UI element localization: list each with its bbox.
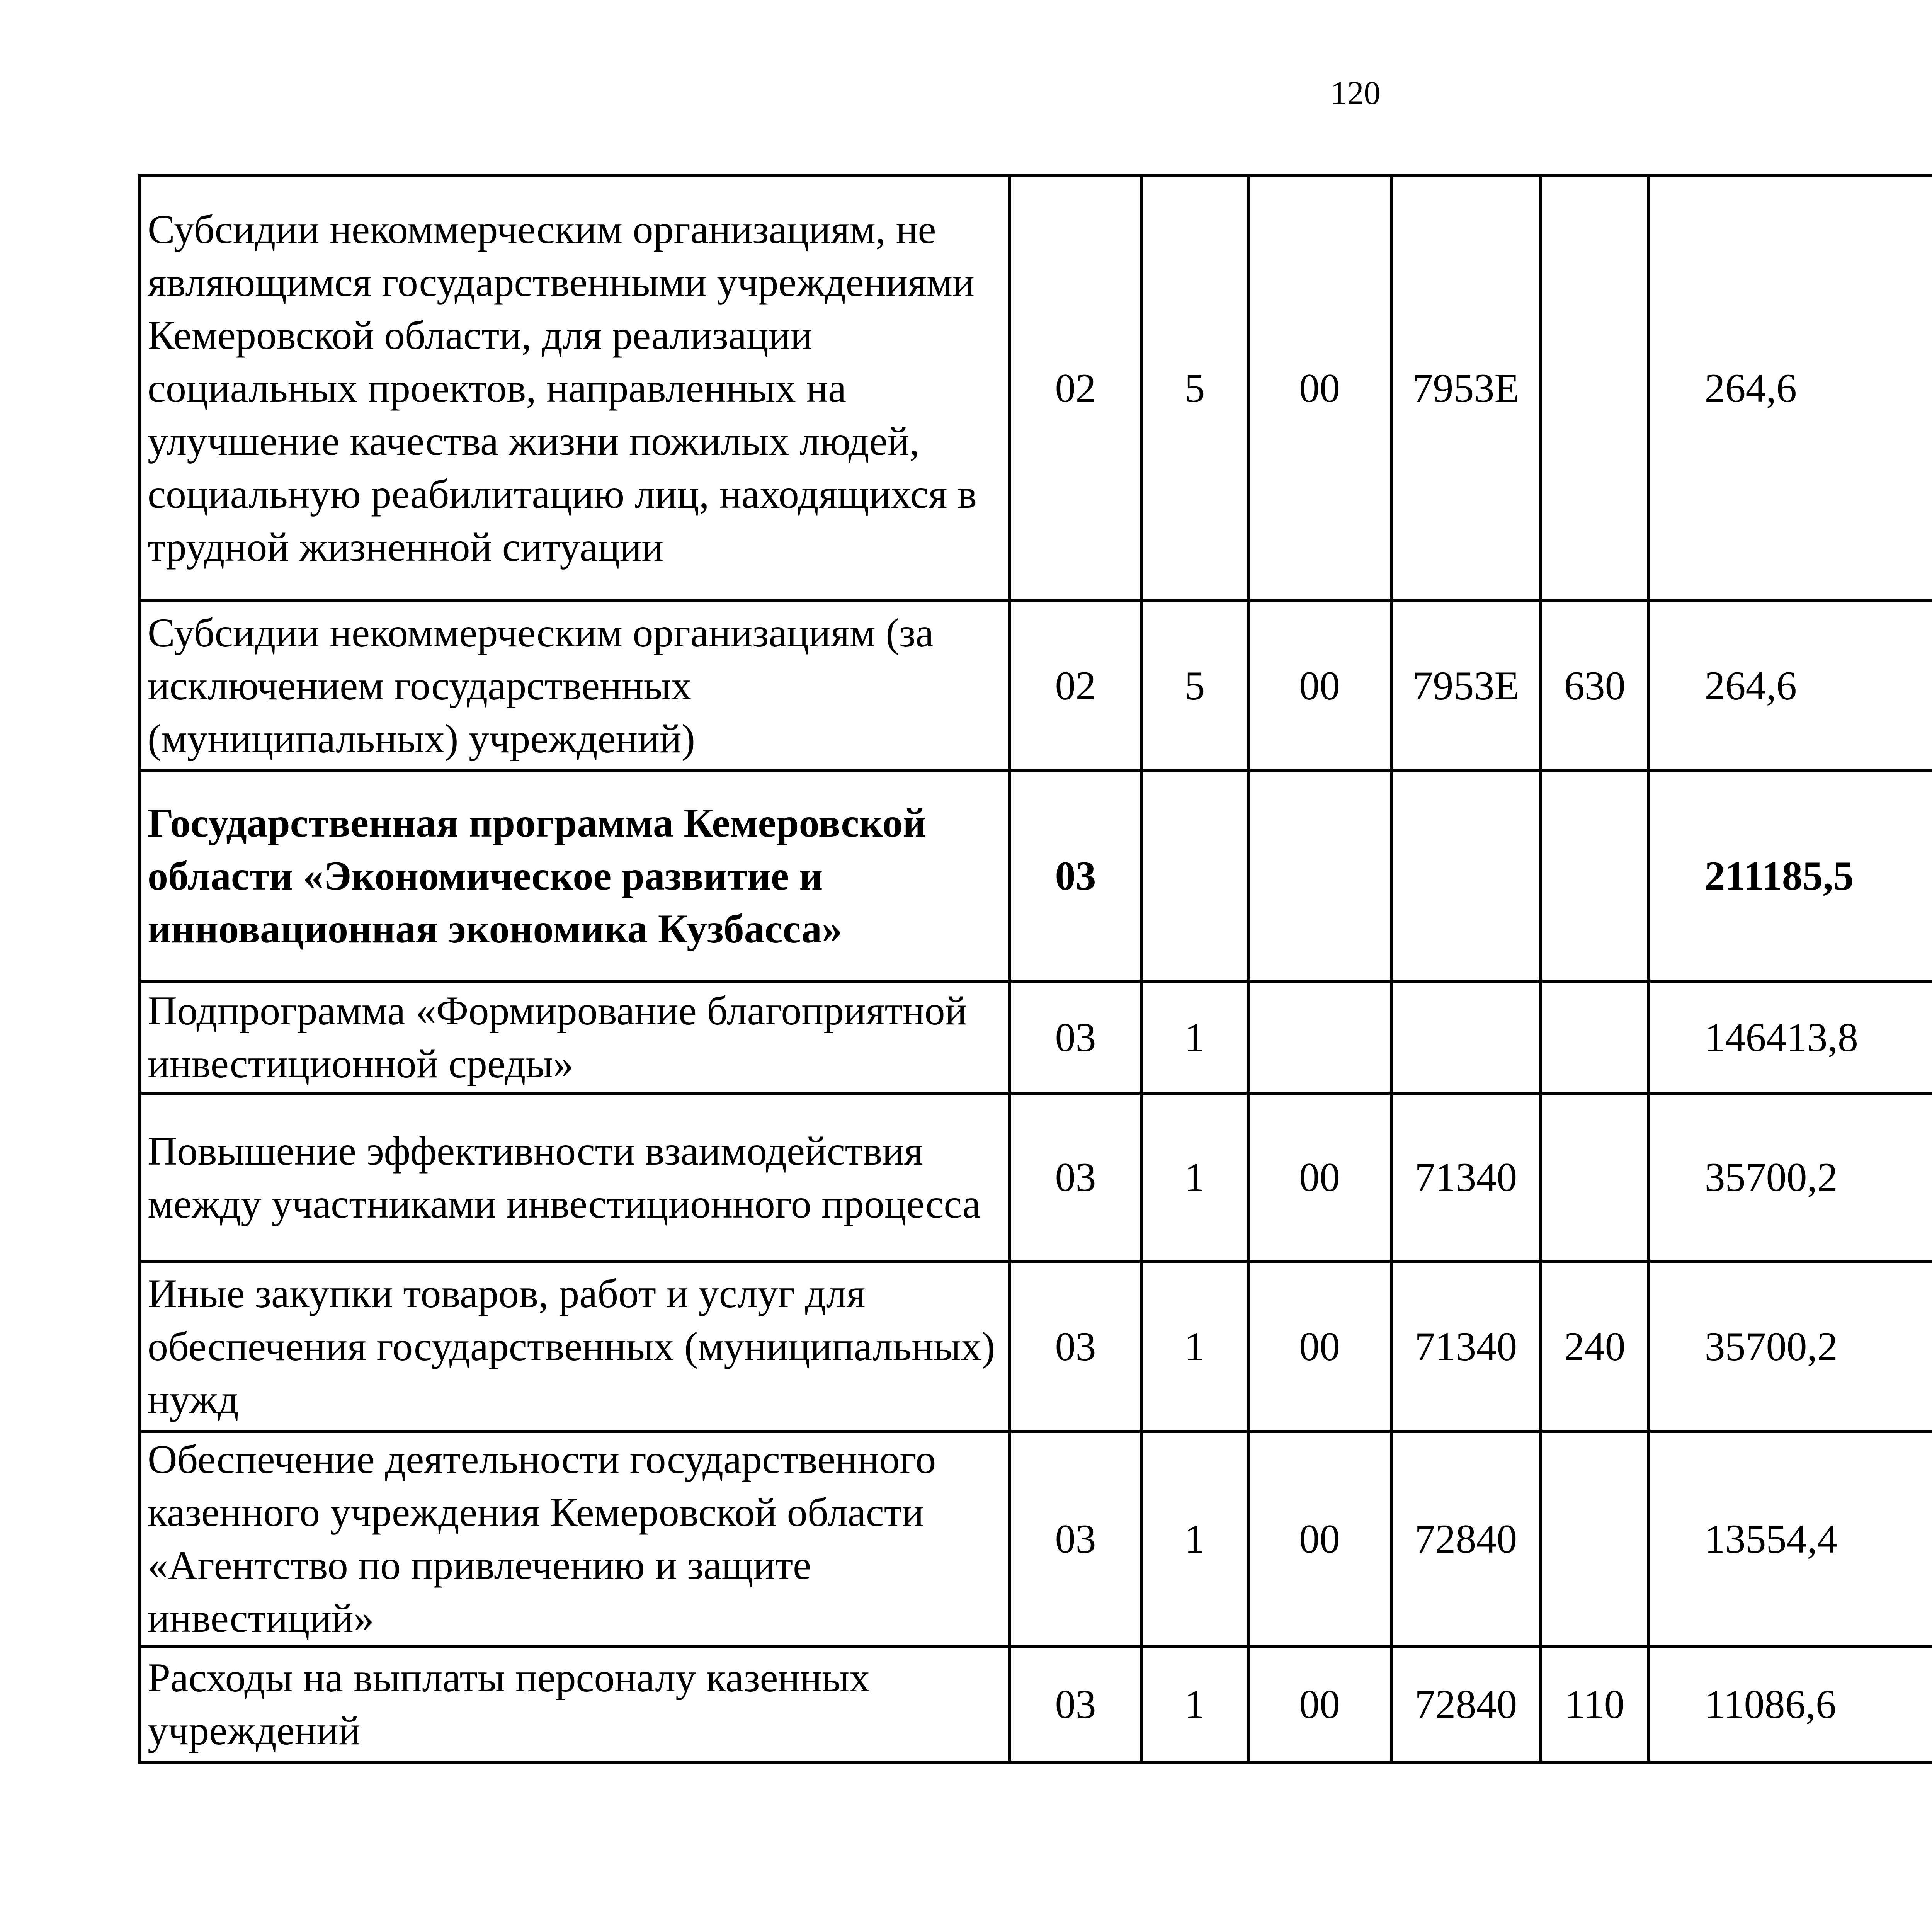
amount-year-1: 13554,4 — [1649, 1431, 1932, 1646]
program-code: 03 — [1010, 981, 1141, 1093]
expense-code: 7953Е — [1391, 175, 1541, 600]
row-name: Повышение эффективности взаимодействия между участниками инвестиционного процесса — [140, 1093, 1010, 1261]
row-name: Расходы на выплаты персоналу казенных учреждений — [140, 1646, 1010, 1762]
row-name: Подпрограмма «Формирование благоприятной инвестиционной среды» — [140, 981, 1010, 1093]
expense-code: 72840 — [1391, 1646, 1541, 1762]
direction-code — [1248, 771, 1391, 981]
expense-type-code — [1541, 1431, 1649, 1646]
amount-year-1: 264,6 — [1649, 600, 1932, 771]
direction-code: 00 — [1248, 1646, 1391, 1762]
program-code: 03 — [1010, 1431, 1141, 1646]
table-row — [140, 1431, 1932, 1646]
program-code: 02 — [1010, 175, 1141, 600]
table-row — [140, 1646, 1932, 1762]
direction-code: 00 — [1248, 1431, 1391, 1646]
amount-year-1: 146413,8 — [1649, 981, 1932, 1093]
subprogram-code: 1 — [1141, 981, 1248, 1093]
direction-code — [1248, 981, 1391, 1093]
row-name: Субсидии некоммерческим организациям (за исключением государственных (муниципальных) учреждений) — [140, 600, 1010, 771]
program-code: 02 — [1010, 600, 1141, 771]
amount-year-1: 35700,2 — [1649, 1093, 1932, 1261]
expense-type-code — [1541, 981, 1649, 1093]
expense-code: 72840 — [1391, 1431, 1541, 1646]
row-name: Государственная программа Кемеровской области «Экономическое развитие и инновационная экономика Кузбасса» — [140, 771, 1010, 981]
amount-year-1: 211185,5 — [1649, 771, 1932, 981]
amount-year-1: 264,6 — [1649, 175, 1932, 600]
subprogram-code: 1 — [1141, 1646, 1248, 1762]
expense-code: 7953Е — [1391, 600, 1541, 771]
expense-code — [1391, 981, 1541, 1093]
expense-code: 71340 — [1391, 1261, 1541, 1431]
subprogram-code: 1 — [1141, 1261, 1248, 1431]
expense-type-code: 240 — [1541, 1261, 1649, 1431]
amount-year-1: 11086,6 — [1649, 1646, 1932, 1762]
expense-code: 71340 — [1391, 1093, 1541, 1261]
direction-code: 00 — [1248, 600, 1391, 771]
table-row — [140, 600, 1932, 771]
row-name: Субсидии некоммерческим организациям, не являющимся государственными учреждениями Кемеровской области, для реализации социальных проектов, направленных на улучшение качества жизни пожилых людей, социальную реабилитацию лиц, находящихся в трудной жизненной ситуации — [140, 175, 1010, 600]
program-code: 03 — [1010, 1646, 1141, 1762]
table-row — [140, 981, 1932, 1093]
page-number: 120 — [1330, 74, 1381, 111]
table-row — [140, 771, 1932, 981]
subprogram-code: 1 — [1141, 1431, 1248, 1646]
row-name: Иные закупки товаров, работ и услуг для обеспечения государственных (муниципальных) нужд — [140, 1261, 1010, 1431]
expense-type-code — [1541, 1093, 1649, 1261]
table-row — [140, 175, 1932, 600]
table-row — [140, 1093, 1932, 1261]
program-code: 03 — [1010, 1093, 1141, 1261]
subprogram-code: 5 — [1141, 175, 1248, 600]
budget-table — [138, 174, 1932, 1764]
expense-type-code — [1541, 771, 1649, 981]
subprogram-code: 1 — [1141, 1093, 1248, 1261]
subprogram-code — [1141, 771, 1248, 981]
direction-code: 00 — [1248, 1093, 1391, 1261]
expense-type-code: 110 — [1541, 1646, 1649, 1762]
amount-year-1: 35700,2 — [1649, 1261, 1932, 1431]
direction-code: 00 — [1248, 175, 1391, 600]
row-name: Обеспечение деятельности государственного казенного учреждения Кемеровской области «Агентство по привлечению и защите инвестиций» — [140, 1431, 1010, 1646]
expense-code — [1391, 771, 1541, 981]
subprogram-code: 5 — [1141, 600, 1248, 771]
program-code: 03 — [1010, 1261, 1141, 1431]
program-code: 03 — [1010, 771, 1141, 981]
table-row — [140, 1261, 1932, 1431]
expense-type-code: 630 — [1541, 600, 1649, 771]
direction-code: 00 — [1248, 1261, 1391, 1431]
expense-type-code — [1541, 175, 1649, 600]
